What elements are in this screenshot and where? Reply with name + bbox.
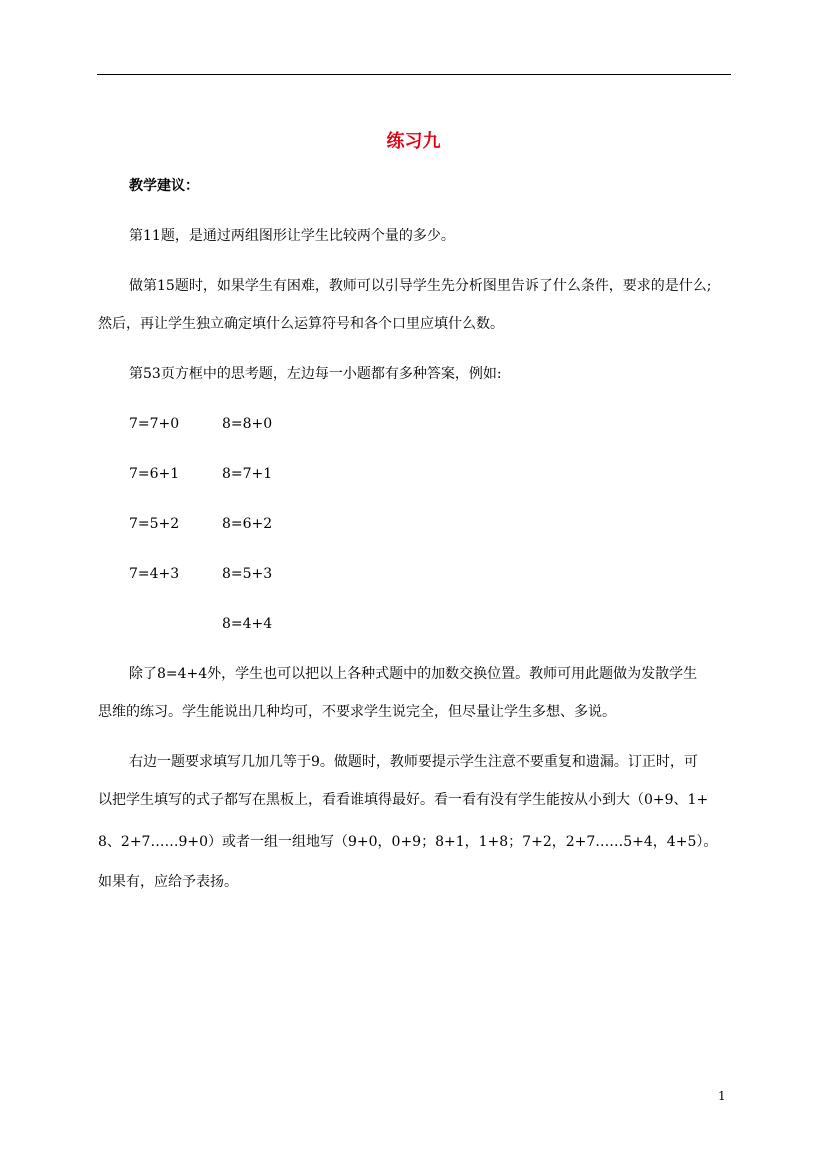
paragraph-4-line-1: 除了8=4+4外，学生也可以把以上各种式题中的加数交换位置。教师可用此题做为发散学生 bbox=[129, 666, 698, 682]
equation-right-2: 8=7+1 bbox=[222, 466, 273, 482]
equation-right-5: 8=4+4 bbox=[222, 616, 273, 632]
paragraph-5-line-4: 如果有，应给予表扬。 bbox=[98, 874, 238, 890]
equation-left-2: 7=6+1 bbox=[129, 466, 180, 482]
equation-left-4: 7=4+3 bbox=[129, 566, 180, 582]
equation-right-3: 8=6+2 bbox=[222, 516, 273, 532]
header-rule bbox=[97, 74, 731, 75]
equation-right-4: 8=5+3 bbox=[222, 566, 273, 582]
paragraph-5-line-2: 以把学生填写的式子都写在黑板上，看看谁填得最好。看一看有没有学生能按从小到大（0+9、1+ bbox=[98, 792, 709, 808]
paragraph-4-line-2: 思维的练习。学生能说出几种均可，不要求学生说完全，但尽量让学生多想、多说。 bbox=[98, 704, 616, 720]
section-heading: 教学建议： bbox=[129, 178, 199, 194]
equation-left-3: 7=5+2 bbox=[129, 516, 180, 532]
paragraph-2-line-1: 做第15题时，如果学生有困难，教师可以引导学生先分析图里告诉了什么条件，要求的是什么; bbox=[129, 278, 712, 294]
page-title: 练习九 bbox=[386, 131, 441, 152]
page-number: 1 bbox=[718, 1089, 726, 1103]
equation-left-1: 7=7+0 bbox=[129, 416, 180, 432]
paragraph-1: 第11题，是通过两组图形让学生比较两个量的多少。 bbox=[129, 228, 455, 244]
paragraph-5-line-3: 8、2+7……9+0）或者一组一组地写（9+0，0+9；8+1，1+8；7+2，2+7……5+4，4+5）。 bbox=[98, 834, 718, 850]
paragraph-2-line-2: 然后，再让学生独立确定填什么运算符号和各个口里应填什么数。 bbox=[98, 316, 504, 332]
equation-right-1: 8=8+0 bbox=[222, 416, 273, 432]
paragraph-3: 第53页方框中的思考题，左边每一小题都有多种答案，例如: bbox=[129, 366, 502, 382]
paragraph-5-line-1: 右边一题要求填写几加几等于9。做题时，教师要提示学生注意不要重复和遗漏。订正时，可 bbox=[129, 754, 698, 770]
